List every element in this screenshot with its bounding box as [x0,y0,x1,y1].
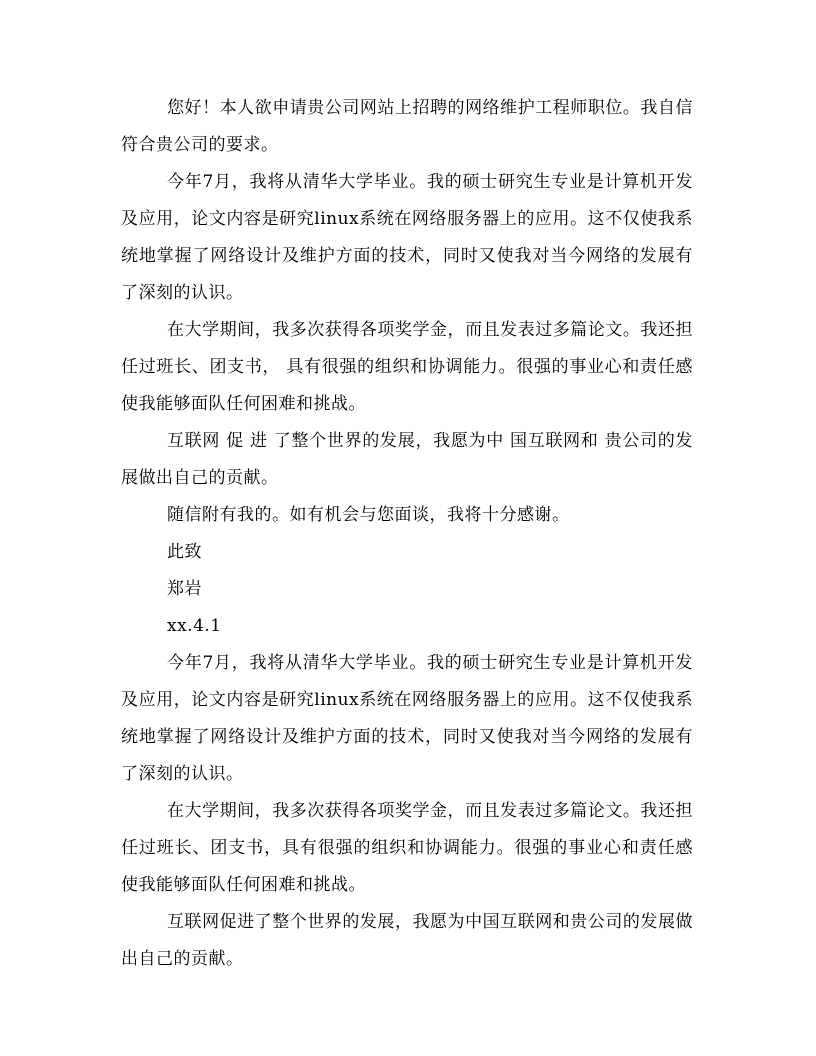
paragraph-education-repeat: 今年7月，我将从清华大学毕业。我的硕士研究生专业是计算机开发及应用，论文内容是研究linux系统在网络服务器上的应用。这不仅使我系统地掌握了网络设计及维护方面的技术，同时又使我对当今网络的发展有了深刻的认识。 [121,653,693,784]
paragraph-internet: 互联网 促 进 了整个世界的发展，我愿为中 国互联网和 贵公司的发展做出自己的贡献。 [121,431,693,488]
letter-date: xx.4.1 [167,616,222,636]
closing-salutation: 此致 [167,542,202,562]
paragraph-greeting: 您好！本人欲申请贵公司网站上招聘的网络维护工程师职位。我自信符合贵公司的要求。 [121,98,693,155]
paragraph-internet-repeat: 互联网促进了整个世界的发展，我愿为中国互联网和贵公司的发展做出自己的贡献。 [121,912,693,969]
paragraph-university: 在大学期间，我多次获得各项奖学金，而且发表过多篇论文。我还担任过班长、团支书， 具有很强的组织和协调能力。很强的事业心和责任感 使我能够面队任何困难和挑战。 [121,320,693,414]
letter-body [121,90,693,978]
signature-name: 郑岩 [167,579,202,599]
paragraph-education: 今年7月，我将从清华大学毕业。我的硕士研究生专业是计算机开发及应用，论文内容是研究linux系统在网络服务器上的应用。这不仅使我系统地掌握了网络设计及维护方面的技术，同时又使我对当今网络的发展有了深刻的认识。 [121,172,693,303]
paragraph-attachment: 随信附有我的。如有机会与您面谈，我将十分感谢。 [167,505,570,525]
paragraph-university-repeat: 在大学期间，我多次获得各项奖学金，而且发表过多篇论文。我还担任过班长、团支书，具有很强的组织和协调能力。很强的事业心和责任感使我能够面队任何困难和挑战。 [121,801,693,895]
